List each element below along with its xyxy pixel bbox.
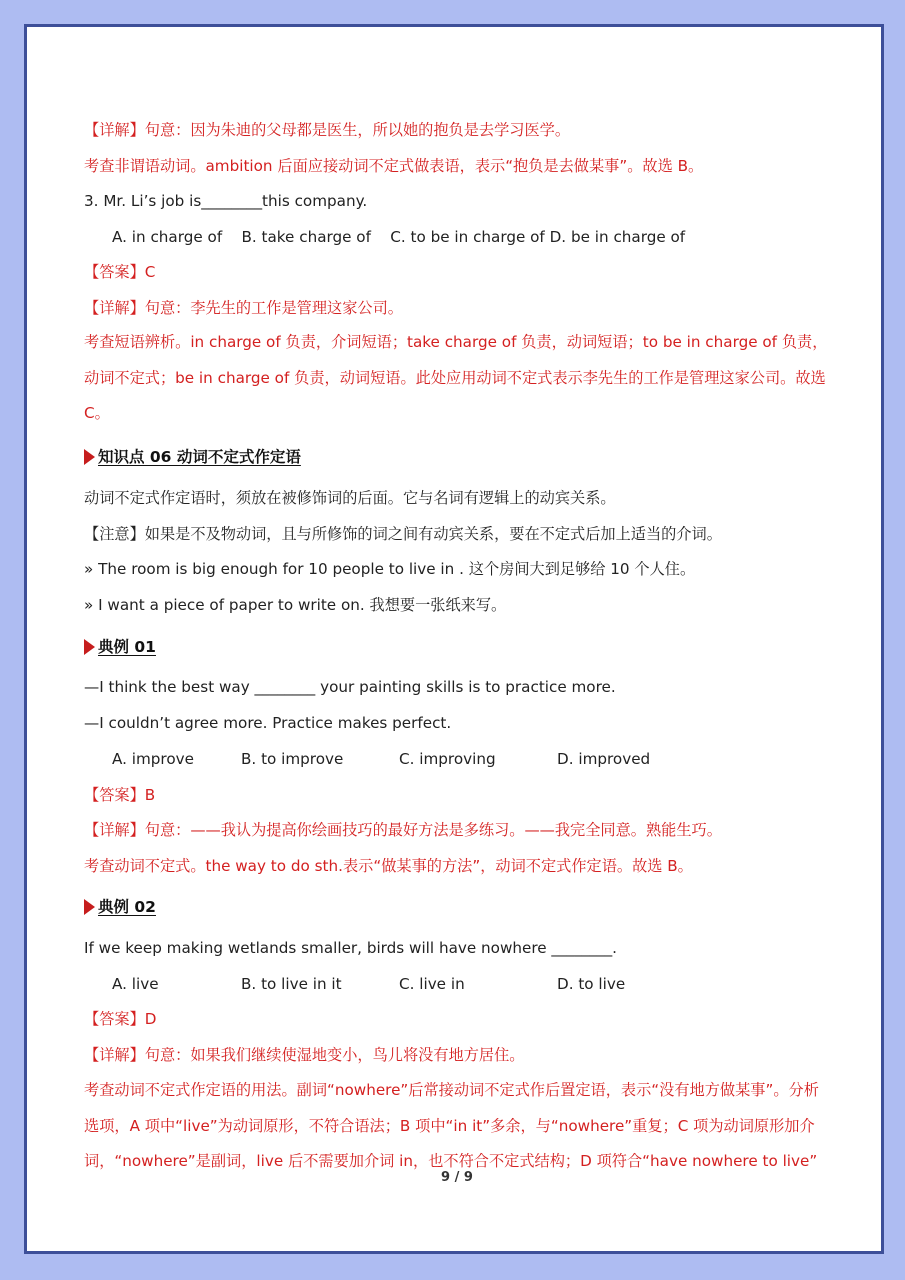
ex01-analysis: 考查动词不定式。the way to do sth.表示“做某事的方法”，动词不定式作定语。故选 B。 bbox=[84, 857, 693, 875]
arrow-icon bbox=[84, 639, 95, 655]
kp06-example-1: » The room is big enough for 10 people to live in . 这个房间大到足够给 10 个人住。 bbox=[84, 560, 696, 578]
ex01-title: 典例 01 bbox=[98, 638, 156, 656]
arrow-icon bbox=[84, 899, 95, 915]
option-a: A. live bbox=[112, 975, 159, 993]
ex02-title: 典例 02 bbox=[98, 898, 156, 916]
ex01-line-1: —I think the best way ________ your painting skills is to practice more. bbox=[84, 678, 616, 696]
kp06-title: 知识点 06 动词不定式作定语 bbox=[98, 448, 301, 466]
ex02-heading bbox=[84, 897, 156, 917]
option-d: D. improved bbox=[557, 750, 651, 768]
ex02-stem: If we keep making wetlands smaller, birds will have nowhere ________. bbox=[84, 939, 618, 957]
ex02-options bbox=[84, 974, 784, 994]
q2-meaning: 【详解】句意：因为朱迪的父母都是医生，所以她的抱负是去学习医学。 bbox=[84, 121, 570, 139]
option-b: B. to improve bbox=[241, 750, 344, 768]
q3-options: A. in charge of B. take charge of C. to be in charge of D. be in charge of bbox=[112, 228, 686, 246]
ex02-answer: 【答案】D bbox=[84, 1010, 157, 1028]
option-a: A. improve bbox=[112, 750, 194, 768]
ex01-line-2: —I couldn’t agree more. Practice makes perfect. bbox=[84, 714, 452, 732]
ex01-answer: 【答案】B bbox=[84, 786, 156, 804]
arrow-icon bbox=[84, 449, 95, 465]
kp06-heading bbox=[84, 447, 301, 467]
q3-analysis: 考查短语辨析。in charge of 负责，介词短语；take charge of 负责，动词短语；to be in charge of 负责，动词不定式；be in charge of 负责，动词短语。此处应用动词不定式表示李先生的工作是管理这家公司。故选 C。 bbox=[84, 333, 828, 422]
page-number: 9 / 9 bbox=[441, 1170, 473, 1185]
kp06-desc: 动词不定式作定语时，须放在被修饰词的后面。它与名词有逻辑上的动宾关系。 bbox=[84, 489, 616, 507]
option-c: C. live in bbox=[399, 975, 465, 993]
q3-meaning: 【详解】句意：李先生的工作是管理这家公司。 bbox=[84, 299, 403, 317]
ex02-meaning: 【详解】句意：如果我们继续使湿地变小，鸟儿将没有地方居住。 bbox=[84, 1046, 525, 1064]
ex01-options bbox=[84, 749, 784, 769]
q3-stem: 3. Mr. Li’s job is________this company. bbox=[84, 192, 368, 210]
ex01-heading bbox=[84, 637, 156, 657]
q2-analysis: 考查非谓语动词。ambition 后面应接动词不定式做表语，表示“抱负是去做某事”。故选 B。 bbox=[84, 157, 704, 175]
option-b: B. to live in it bbox=[241, 975, 342, 993]
kp06-note: 【注意】如果是不及物动词，且与所修饰的词之间有动宾关系，要在不定式后加上适当的介词。 bbox=[84, 525, 722, 543]
ex01-meaning: 【详解】句意：——我认为提高你绘画技巧的最好方法是多练习。——我完全同意。熟能生巧。 bbox=[84, 821, 722, 839]
ex02-analysis: 考查动词不定式作定语的用法。副词“nowhere”后常接动词不定式作后置定语，表示“没有地方做某事”。分析选项，A 项中“live”为动词原形，不符合语法；B 项中“in it”多余，与“nowhere”重复；C 项为动词原形加介词，“nowhere”是副词，live 后不需要加介词 in，也不符合不定式结构；D 项符合“have nowhere to live” bbox=[84, 1081, 819, 1170]
kp06-example-2: » I want a piece of paper to write on. 我想要一张纸来写。 bbox=[84, 596, 507, 614]
document-page bbox=[24, 24, 884, 1254]
option-d: D. to live bbox=[557, 975, 626, 993]
option-c: C. improving bbox=[399, 750, 496, 768]
q3-answer: 【答案】C bbox=[84, 263, 156, 281]
